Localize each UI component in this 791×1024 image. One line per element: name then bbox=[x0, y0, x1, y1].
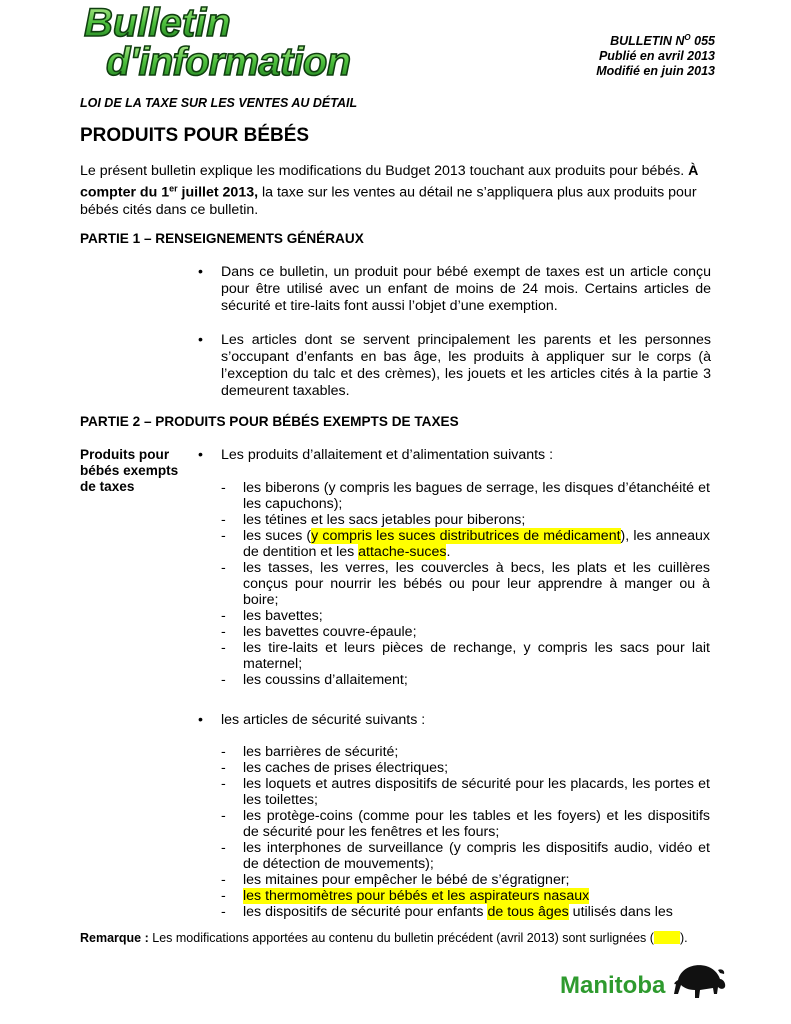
list-item: - les loquets et autres dispositifs de sécurité pour les placards, les portes et les toilettes; bbox=[218, 776, 710, 808]
bison-icon bbox=[674, 965, 725, 998]
part1-heading: PARTIE 1 – RENSEIGNEMENTS GÉNÉRAUX bbox=[80, 231, 364, 246]
side-label: Produits pour bébés exempts de taxes bbox=[80, 447, 179, 494]
list-item: - les interphones de surveillance (y compris les dispositifs audio, vidéo et de détection de mouvements); bbox=[218, 840, 710, 872]
part1-bullet: • Les articles dont se servent principalement les parents et les personnes s’occupant d’enfants en bas âge, les produits à appliquer sur le corps (à l’exception du talc et des crèmes), les jouets et les articles cités à la partie 3 demeurent taxables. bbox=[198, 332, 711, 399]
safety-bullet: • les articles de sécurité suivants : bbox=[198, 712, 426, 728]
bulletin-information-logo bbox=[78, 2, 363, 80]
highlight-swatch bbox=[654, 931, 680, 944]
feeding-bullet: • Les produits d’allaitement et d’alimentation suivants : bbox=[198, 447, 554, 463]
list-item: - les coussins d’allaitement; bbox=[218, 672, 710, 688]
list-item: - les caches de prises électriques; bbox=[218, 760, 710, 776]
list-item: - les barrières de sécurité; bbox=[218, 744, 710, 760]
safety-list bbox=[218, 744, 710, 920]
remark-note: Remarque : Les modifications apportées au contenu du bulletin précédent (avril 2013) sont surlignées ( ). bbox=[80, 931, 688, 945]
logo-line1: Bulletin bbox=[84, 2, 231, 45]
list-item: - les tétines et les sacs jetables pour biberons; bbox=[218, 512, 710, 528]
logo-line2: d'information bbox=[106, 40, 351, 80]
part2-heading: PARTIE 2 – PRODUITS POUR BÉBÉS EXEMPTS DE TAXES bbox=[80, 414, 459, 429]
list-item: - les protège-coins (comme pour les tables et les foyers) et les dispositifs de sécurité pour les fenêtres et les fours; bbox=[218, 808, 710, 840]
published-date: Publié en avril 2013 bbox=[598, 49, 715, 64]
bulletin-meta bbox=[596, 30, 715, 79]
intro-paragraph: Le présent bulletin explique les modifications du Budget 2013 touchant aux produits pour bébés. À compter du 1er juillet 2013, la taxe sur les ventes au détail ne s’appliquera plus aux produits pour bébés cités dans ce bulletin. bbox=[80, 163, 699, 218]
list-item: - les dispositifs de sécurité pour enfants de tous âges utilisés dans les bbox=[218, 904, 710, 920]
part1-bullet: • Dans ce bulletin, un produit pour bébé exempt de taxes est un article conçu pour être utilisé avec un enfant de moins de 24 mois. Certains articles de sécurité et tire-laits font aussi l’objet d’une exemption. bbox=[198, 264, 711, 314]
modified-date: Modifié en juin 2013 bbox=[596, 64, 715, 79]
list-item: - les mitaines pour empêcher le bébé de s’égratigner; bbox=[218, 872, 710, 888]
list-item: - les bavettes couvre-épaule; bbox=[218, 624, 710, 640]
list-item: - les thermomètres pour bébés et les aspirateurs nasaux bbox=[218, 888, 710, 904]
list-item: - les biberons (y compris les bagues de serrage, les disques d’étanchéité et les capuchons); bbox=[218, 480, 710, 512]
list-item: - les bavettes; bbox=[218, 608, 710, 624]
list-item: - les suces (y compris les suces distributrices de médicament), les anneaux de dentition et les attache-suces. bbox=[218, 528, 710, 560]
list-item: - les tasses, les verres, les couvercles à becs, les plats et les cuillères conçus pour nourrir les bébés ou pour leur apprendre à manger ou à boire; bbox=[218, 560, 710, 608]
feeding-list bbox=[218, 480, 710, 688]
act-title: LOI DE LA TAXE SUR LES VENTES AU DÉTAIL bbox=[80, 96, 358, 110]
list-item: - les tire-laits et leurs pièces de rechange, y compris les sacs pour lait maternel; bbox=[218, 640, 710, 672]
manitoba-wordmark: Manitoba bbox=[560, 972, 666, 999]
bulletin-number: BULLETIN $N^O$ 055 bbox=[610, 33, 715, 49]
page-title: PRODUITS POUR BÉBÉS bbox=[80, 125, 310, 146]
manitoba-logo bbox=[560, 960, 728, 1004]
